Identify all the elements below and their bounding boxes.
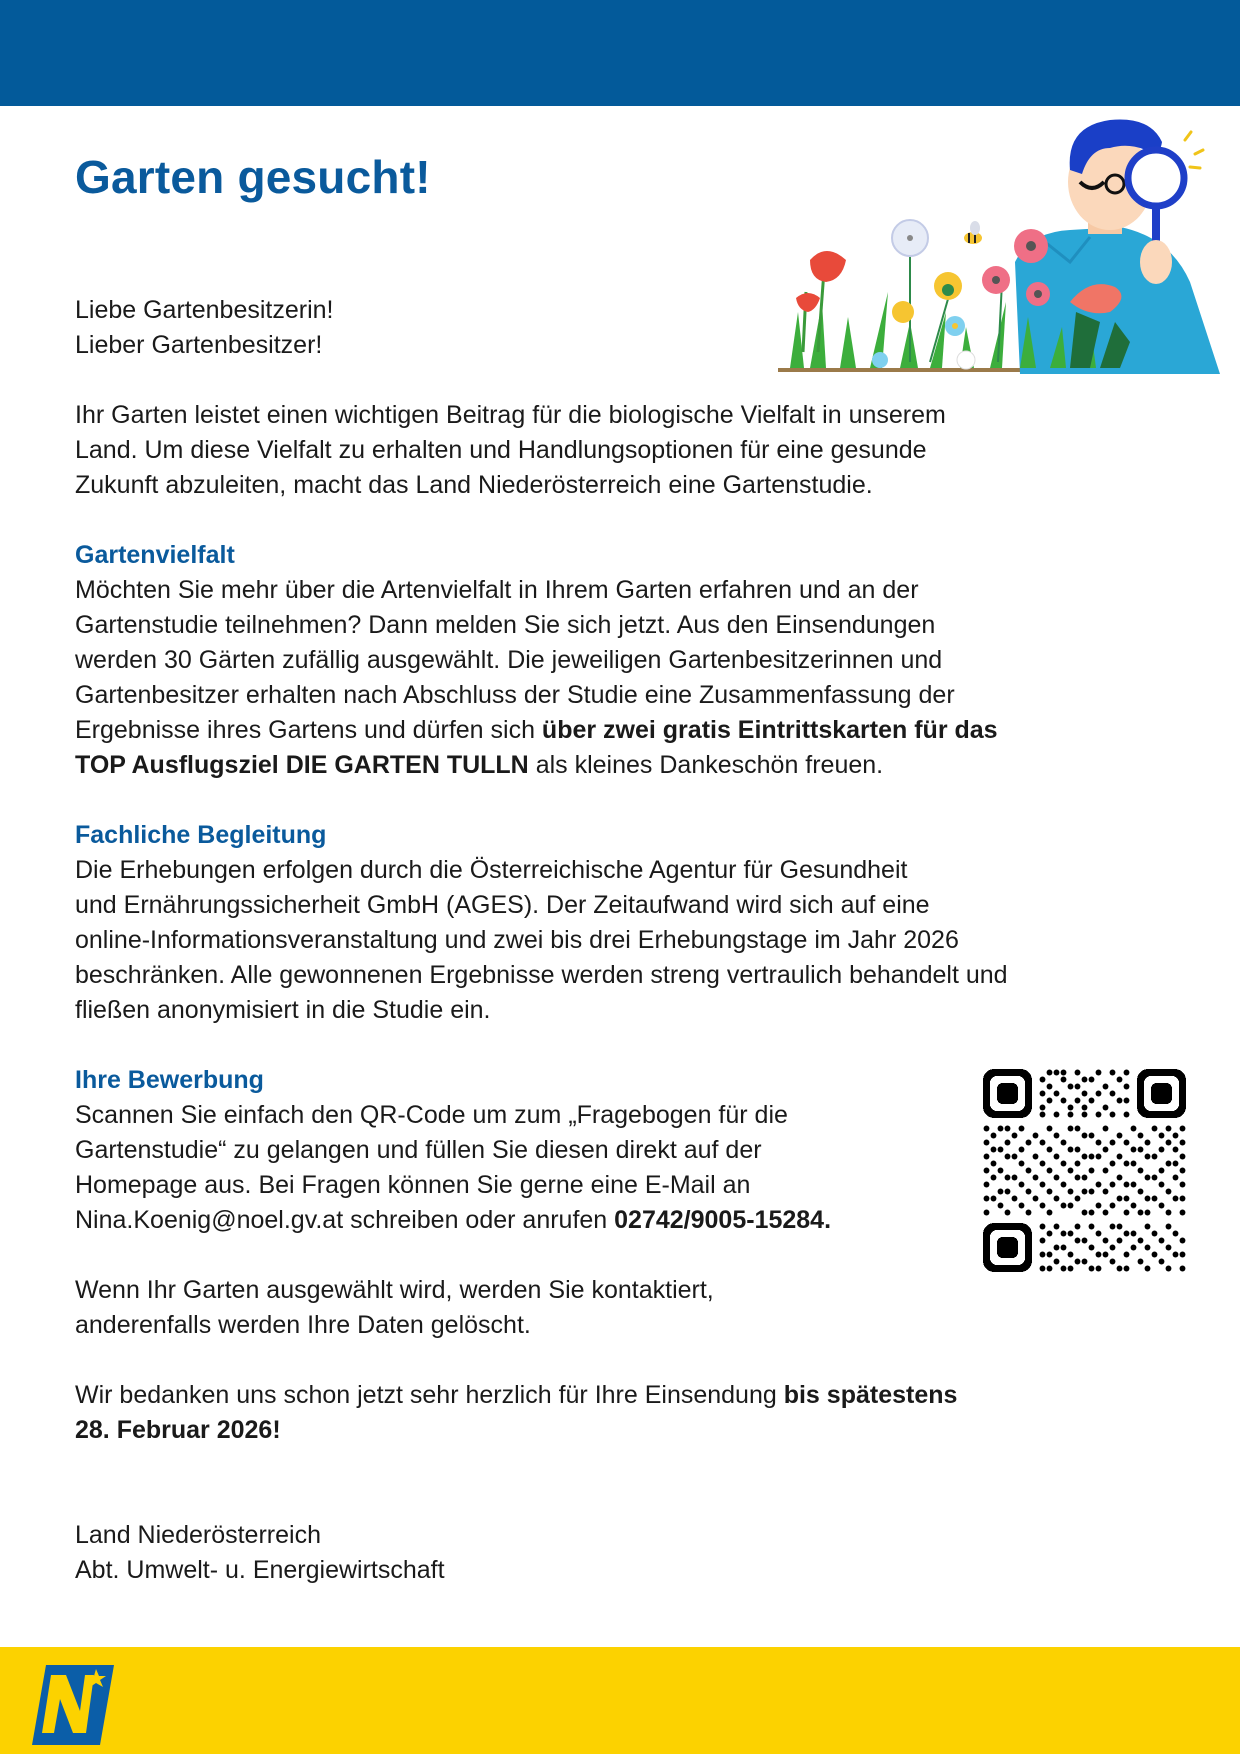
signature-line-1: Land Niederösterreich xyxy=(75,1521,321,1549)
thanks-line-1 xyxy=(75,1378,1185,1413)
gartenvielfalt-line-4: Gartenbesitzer erhalten nach Abschluss der Studie eine Zusammenfassung der xyxy=(75,681,955,709)
qr-code[interactable] xyxy=(983,1069,1186,1272)
gartenvielfalt-line-5-text: Ergebnisse ihres Gartens und dürfen sich xyxy=(75,716,542,744)
noe-logo-icon xyxy=(18,1659,116,1747)
begleitung-line-3: online-Informationsveranstaltung und zwei bis drei Erhebungstage im Jahr 2026 xyxy=(75,926,959,954)
intro-line-1: Ihr Garten leistet einen wichtigen Beitrag für die biologische Vielfalt in unserem xyxy=(75,401,946,429)
section-heading-begleitung: Fachliche Begleitung xyxy=(75,821,327,849)
begleitung-line-1: Die Erhebungen erfolgen durch die Österreichische Agentur für Gesundheit xyxy=(75,856,908,884)
section-heading-gartenvielfalt: Gartenvielfalt xyxy=(75,541,235,569)
selection-note-line-1: Wenn Ihr Garten ausgewählt wird, werden Sie kontaktiert, xyxy=(75,1276,714,1304)
header-bar xyxy=(0,0,1240,106)
gartenvielfalt-line-3: werden 30 Gärten zufällig ausgewählt. Die jeweiligen Gartenbesitzerinnen und xyxy=(75,646,943,674)
letter-body xyxy=(75,293,1185,1588)
thanks-text: Wir bedanken uns schon jetzt sehr herzlich für Ihre Einsendung xyxy=(75,1381,784,1409)
bewerbung-line-3: Homepage aus. Bei Fragen können Sie gerne eine E-Mail an xyxy=(75,1171,751,1199)
gartenvielfalt-line-5 xyxy=(75,713,1185,748)
tickets-highlight: über zwei gratis Eintrittskarten für das xyxy=(541,716,998,744)
begleitung-line-2: und Ernährungssicherheit GmbH (AGES). Der Zeitaufwand wird sich auf eine xyxy=(75,891,930,919)
thanks-line-2 xyxy=(75,1413,1185,1448)
contact-email-link[interactable]: Nina.Koenig@noel.gv.at xyxy=(75,1206,344,1234)
deadline-prefix: bis spätestens xyxy=(783,1381,958,1409)
intro-line-2: Land. Um diese Vielfalt zu erhalten und Handlungsoptionen für eine gesunde xyxy=(75,436,927,464)
gartenvielfalt-line-6-text: als kleines Dankeschön freuen. xyxy=(528,751,884,779)
selection-note-line-2: anderenfalls werden Ihre Daten gelöscht. xyxy=(75,1311,531,1339)
page-title: Garten gesucht! xyxy=(75,151,431,203)
gartenvielfalt-line-6 xyxy=(75,748,1185,783)
deadline-date: 28. Februar 2026! xyxy=(75,1416,281,1444)
greeting-line-1: Liebe Gartenbesitzerin! xyxy=(75,296,334,324)
greeting-line-2: Lieber Gartenbesitzer! xyxy=(75,331,323,359)
section-heading-bewerbung: Ihre Bewerbung xyxy=(75,1066,264,1094)
signature-line-2: Abt. Umwelt- u. Energiewirtschaft xyxy=(75,1556,445,1584)
begleitung-line-4: beschränken. Alle gewonnenen Ergebnisse werden streng vertraulich behandelt und xyxy=(75,961,1008,989)
bewerbung-line-2: Gartenstudie“ zu gelangen und füllen Sie diesen direkt auf der xyxy=(75,1136,762,1164)
contact-phone: 02742/9005-15284. xyxy=(614,1206,832,1234)
destination-highlight: TOP Ausflugsziel DIE GARTEN TULLN xyxy=(75,751,529,779)
gartenvielfalt-line-1: Möchten Sie mehr über die Artenvielfalt in Ihrem Garten erfahren und an der xyxy=(75,576,919,604)
bewerbung-line-1: Scannen Sie einfach den QR-Code um zum „Fragebogen für die xyxy=(75,1101,788,1129)
bewerbung-line-4-text: schreiben oder anrufen xyxy=(343,1206,615,1234)
intro-line-3: Zukunft abzuleiten, macht das Land Niederösterreich eine Gartenstudie. xyxy=(75,471,873,499)
begleitung-line-5: fließen anonymisiert in die Studie ein. xyxy=(75,996,491,1024)
gartenvielfalt-line-2: Gartenstudie teilnehmen? Dann melden Sie sich jetzt. Aus den Einsendungen xyxy=(75,611,936,639)
footer-bar xyxy=(0,1647,1240,1754)
